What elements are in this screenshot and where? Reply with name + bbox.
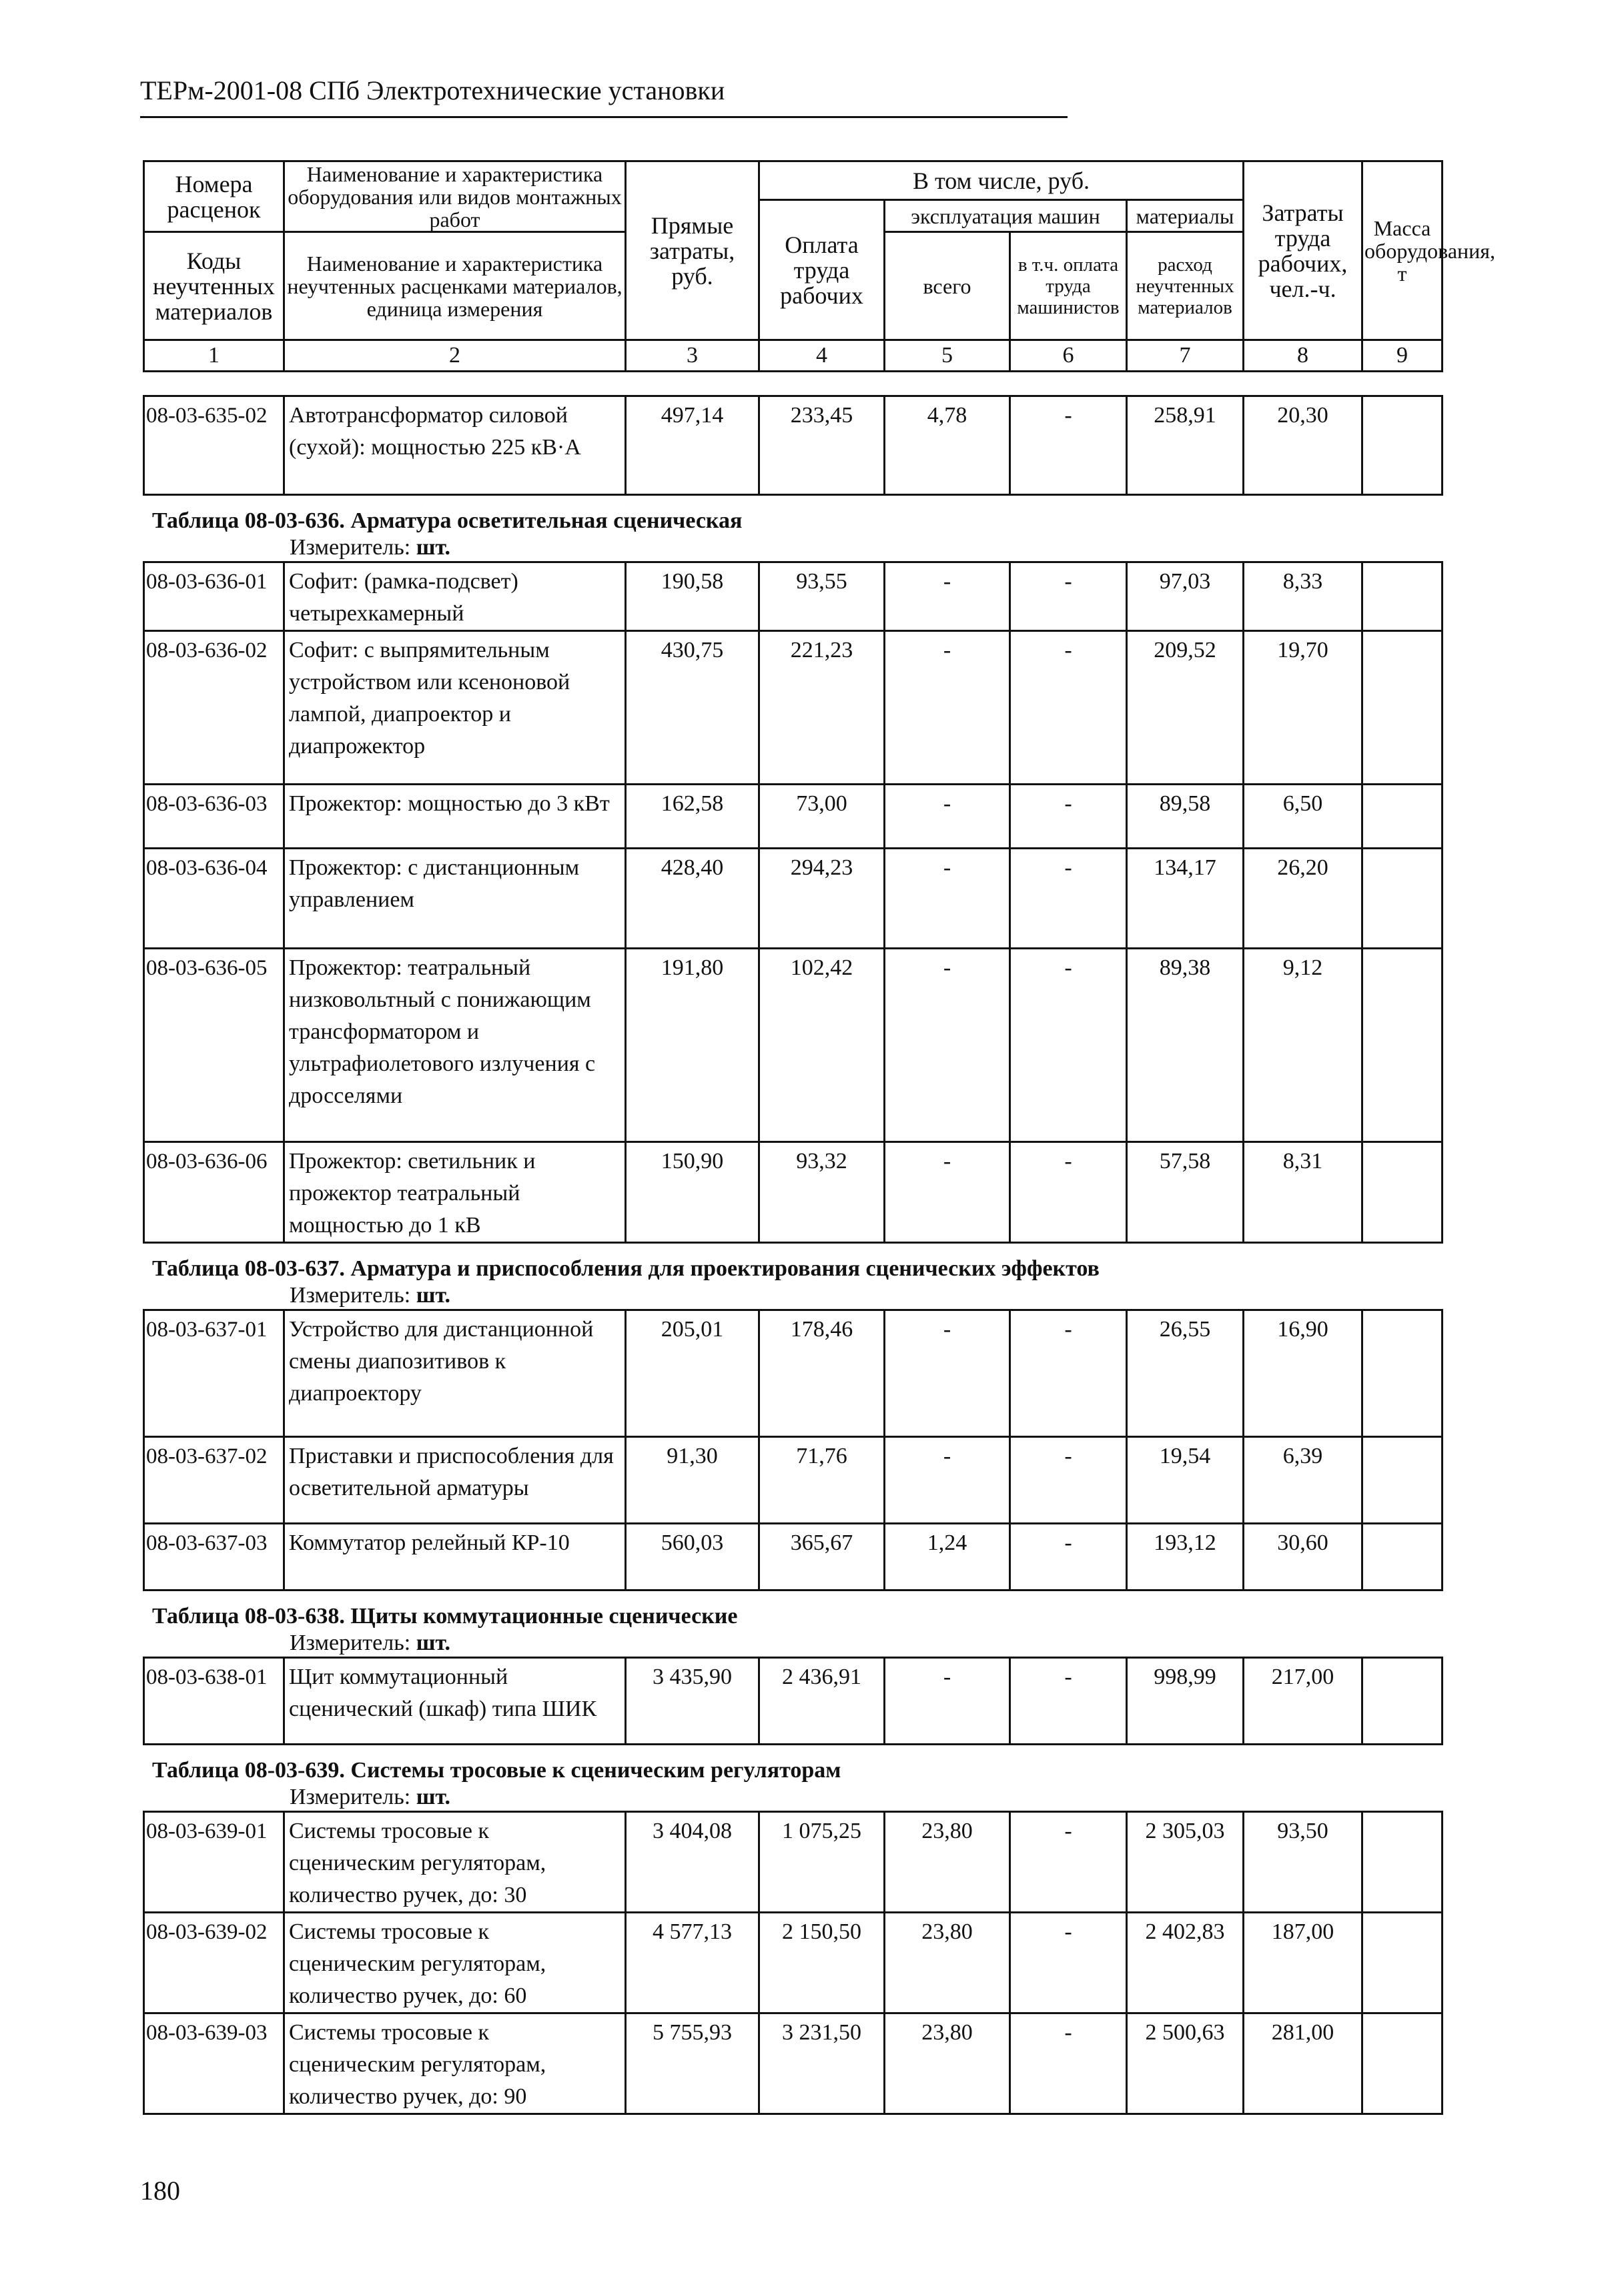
measure-unit-line [143,1630,1441,1657]
materials-value: 89,58 [1127,785,1244,849]
labor-pay-value: 2 436,91 [759,1658,885,1745]
machinist-pay-value: - [1010,1310,1127,1437]
table-row [144,849,1443,949]
column-number: 9 [1362,340,1443,372]
rate-name: Коммутатор релейный КР-10 [284,1524,626,1590]
header-including-group: В том числе, руб. [759,161,1244,200]
machine-total-value: - [885,1310,1010,1437]
rate-name: Щит коммутационный сценический (шкаф) типа ШИК [284,1658,626,1745]
rate-table [143,1309,1443,1591]
labor-hours-value: 6,50 [1244,785,1362,849]
column-number: 8 [1244,340,1362,372]
mass-value [1362,785,1443,849]
rate-table [143,561,1443,1244]
table-row [144,1142,1443,1243]
direct-costs-value: 497,14 [626,396,759,495]
sections-container [143,496,1441,2115]
machinist-pay-value: - [1010,1524,1127,1590]
measure-unit-line [143,534,1441,561]
machine-total-value: - [885,849,1010,949]
measure-unit-label: Измеритель: [290,1283,411,1308]
header-codes-bottom: Коды неучтенных материалов [144,232,284,340]
labor-pay-value: 221,23 [759,631,885,785]
mass-value [1362,631,1443,785]
rate-name: Приставки и приспособления для осветительной арматуры [284,1437,626,1524]
materials-value: 2 305,03 [1127,1812,1244,1913]
machine-total-value: - [885,1437,1010,1524]
table-row [144,1812,1443,1913]
machinist-pay-value: - [1010,949,1127,1142]
header-materials: материалы [1127,200,1244,232]
column-number: 2 [284,340,626,372]
direct-costs-value: 191,80 [626,949,759,1142]
table-row [144,1437,1443,1524]
mass-value [1362,1142,1443,1243]
direct-costs-value: 3 404,08 [626,1812,759,1913]
mass-value [1362,949,1443,1142]
mass-value [1362,1310,1443,1437]
measure-unit-label: Измеритель: [290,1631,411,1655]
machinist-pay-value: - [1010,396,1127,495]
section-title: Таблица 08-03-636. Арматура осветительная сценическая [152,508,743,533]
direct-costs-value: 430,75 [626,631,759,785]
measure-unit-value: шт. [416,1283,451,1308]
rate-code: 08-03-639-01 [144,1812,284,1913]
rate-table-635 [143,395,1443,496]
machine-total-value: 23,80 [885,1913,1010,2013]
direct-costs-value: 560,03 [626,1524,759,1590]
machinist-pay-value: - [1010,562,1127,631]
rate-name: Прожектор: светильник и прожектор театральный мощностью до 1 кВ [284,1142,626,1243]
materials-value: 2 402,83 [1127,1913,1244,2013]
page-number: 180 [140,2176,180,2206]
rate-name: Системы тросовые к сценическим регуляторам, количество ручек, до: 90 [284,2013,626,2114]
measure-unit-value: шт. [416,1785,451,1809]
labor-hours-value: 281,00 [1244,2013,1362,2114]
rate-name: Устройство для дистанционной смены диапозитивов к диапроектору [284,1310,626,1437]
table-row [144,1524,1443,1590]
mass-value [1362,396,1443,495]
measure-unit-label: Измеритель: [290,1785,411,1809]
column-number: 7 [1127,340,1244,372]
labor-hours-value: 6,39 [1244,1437,1362,1524]
header-machine-total: всего [885,232,1010,340]
table-row [144,1310,1443,1437]
materials-value: 26,55 [1127,1310,1244,1437]
measure-unit-value: шт. [416,1631,451,1655]
rate-name: Прожектор: мощностью до 3 кВт [284,785,626,849]
labor-pay-value: 1 075,25 [759,1812,885,1913]
table-row [144,562,1443,631]
rate-code: 08-03-636-06 [144,1142,284,1243]
labor-hours-value: 8,31 [1244,1142,1362,1243]
labor-pay-value: 73,00 [759,785,885,849]
materials-value: 19,54 [1127,1437,1244,1524]
rate-code: 08-03-639-03 [144,2013,284,2114]
table-row [144,631,1443,785]
machinist-pay-value: - [1010,785,1127,849]
machine-total-value: - [885,1658,1010,1745]
measure-unit-value: шт. [416,535,451,560]
direct-costs-value: 190,58 [626,562,759,631]
machine-total-value: 4,78 [885,396,1010,495]
labor-pay-value: 178,46 [759,1310,885,1437]
materials-value: 998,99 [1127,1658,1244,1745]
measure-unit-line [143,1784,1441,1811]
section-title: Таблица 08-03-637. Арматура и приспособления для проектирования сценических эффектов [152,1256,1100,1281]
header-machine-operation: эксплуатация машин [885,200,1127,232]
mass-value [1362,562,1443,631]
labor-pay-value: 294,23 [759,849,885,949]
header-unaccounted-materials: расход неучтенных материалов [1127,232,1244,340]
machine-total-value: 23,80 [885,2013,1010,2114]
rate-name: Системы тросовые к сценическим регуляторам, количество ручек, до: 60 [284,1913,626,2013]
running-head: ТЕРм-2001-08 СПб Электротехнические установки [140,75,725,105]
labor-pay-value: 2 150,50 [759,1913,885,2013]
machinist-pay-value: - [1010,2013,1127,2114]
labor-hours-value: 187,00 [1244,1913,1362,2013]
rate-code: 08-03-638-01 [144,1658,284,1745]
mass-value [1362,1812,1443,1913]
table-row [144,785,1443,849]
materials-value: 134,17 [1127,849,1244,949]
header-codes-top: Номера расценок [144,161,284,232]
materials-value: 97,03 [1127,562,1244,631]
rate-code: 08-03-637-01 [144,1310,284,1437]
mass-value [1362,2013,1443,2114]
column-number: 4 [759,340,885,372]
rate-table [143,1657,1443,1745]
mass-value [1362,1437,1443,1524]
direct-costs-value: 91,30 [626,1437,759,1524]
measure-unit-line [143,1282,1441,1309]
section-title: Таблица 08-03-638. Щиты коммутационные сценические [152,1604,738,1629]
labor-pay-value: 365,67 [759,1524,885,1590]
table-row [144,949,1443,1142]
table-row [144,2013,1443,2114]
direct-costs-value: 150,90 [626,1142,759,1243]
direct-costs-value: 5 755,93 [626,2013,759,2114]
machinist-pay-value: - [1010,1812,1127,1913]
direct-costs-value: 205,01 [626,1310,759,1437]
rate-code: 08-03-636-05 [144,949,284,1142]
machinist-pay-value: - [1010,849,1127,949]
machine-total-value: 23,80 [885,1812,1010,1913]
labor-pay-value: 3 231,50 [759,2013,885,2114]
header-rule [140,116,1068,118]
materials-value: 2 500,63 [1127,2013,1244,2114]
direct-costs-value: 3 435,90 [626,1658,759,1745]
labor-hours-value: 20,30 [1244,396,1362,495]
section-title: Таблица 08-03-639. Системы тросовые к сценическим регуляторам [152,1758,841,1783]
direct-costs-value: 428,40 [626,849,759,949]
machine-total-value: - [885,949,1010,1142]
direct-costs-value: 4 577,13 [626,1913,759,2013]
header-labor-pay: Оплата труда рабочих [759,200,885,340]
labor-pay-value: 93,32 [759,1142,885,1243]
rate-name: Софит: (рамка-подсвет) четырехкамерный [284,562,626,631]
machine-total-value: - [885,562,1010,631]
column-number: 5 [885,340,1010,372]
header-name-top: Наименование и характеристика оборудования или видов монтажных работ [284,161,626,232]
column-number: 1 [144,340,284,372]
labor-hours-value: 9,12 [1244,949,1362,1142]
header-labor-hours: Затраты труда рабочих, чел.-ч. [1244,161,1362,340]
header-direct-costs: Прямые затраты, руб. [626,161,759,340]
machinist-pay-value: - [1010,1142,1127,1243]
column-number: 3 [626,340,759,372]
labor-pay-value: 71,76 [759,1437,885,1524]
rate-code: 08-03-635-02 [144,396,284,495]
materials-value: 89,38 [1127,949,1244,1142]
table-row [144,1658,1443,1745]
labor-hours-value: 26,20 [1244,849,1362,949]
labor-hours-value: 8,33 [1244,562,1362,631]
table-row [144,396,1443,495]
rate-code: 08-03-636-01 [144,562,284,631]
measure-unit-label: Измеритель: [290,535,411,560]
labor-hours-value: 19,70 [1244,631,1362,785]
materials-value: 258,91 [1127,396,1244,495]
header-equipment-mass: Масса оборудования, т [1362,161,1443,340]
labor-pay-value: 102,42 [759,949,885,1142]
materials-value: 209,52 [1127,631,1244,785]
mass-value [1362,849,1443,949]
document-body [143,160,1496,2115]
rate-name: Софит: с выпрямительным устройством или ксеноновой лампой, диапроектор и диапрожектор [284,631,626,785]
rate-code: 08-03-637-03 [144,1524,284,1590]
machinist-pay-value: - [1010,1437,1127,1524]
column-number: 6 [1010,340,1127,372]
header-name-bottom: Наименование и характеристика неучтенных расценками материалов, единица измерения [284,232,626,340]
labor-pay-value: 233,45 [759,396,885,495]
rate-code: 08-03-637-02 [144,1437,284,1524]
machinist-pay-value: - [1010,1913,1127,2013]
header-machinist-pay: в т.ч. оплата труда машинистов [1010,232,1127,340]
materials-value: 193,12 [1127,1524,1244,1590]
labor-hours-value: 217,00 [1244,1658,1362,1745]
direct-costs-value: 162,58 [626,785,759,849]
machine-total-value: - [885,631,1010,785]
machine-total-value: 1,24 [885,1524,1010,1590]
mass-value [1362,1524,1443,1590]
machine-total-value: - [885,785,1010,849]
rate-code: 08-03-636-04 [144,849,284,949]
rate-table [143,1811,1443,2115]
machinist-pay-value: - [1010,1658,1127,1745]
table-row [144,1913,1443,2013]
mass-value [1362,1658,1443,1745]
rate-name: Системы тросовые к сценическим регуляторам, количество ручек, до: 30 [284,1812,626,1913]
rate-code: 08-03-636-02 [144,631,284,785]
machine-total-value: - [885,1142,1010,1243]
mass-value [1362,1913,1443,2013]
rate-name: Прожектор: театральный низковольтный с понижающим трансформатором и ультрафиолетового излучения с дросселями [284,949,626,1142]
labor-hours-value: 30,60 [1244,1524,1362,1590]
rate-name: Прожектор: с дистанционным управлением [284,849,626,949]
rate-name: Автотрансформатор силовой (сухой): мощностью 225 кВ·А [284,396,626,495]
column-header-table [143,160,1496,372]
rate-code: 08-03-639-02 [144,1913,284,2013]
machinist-pay-value: - [1010,631,1127,785]
labor-hours-value: 93,50 [1244,1812,1362,1913]
materials-value: 57,58 [1127,1142,1244,1243]
labor-hours-value: 16,90 [1244,1310,1362,1437]
rate-code: 08-03-636-03 [144,785,284,849]
labor-pay-value: 93,55 [759,562,885,631]
